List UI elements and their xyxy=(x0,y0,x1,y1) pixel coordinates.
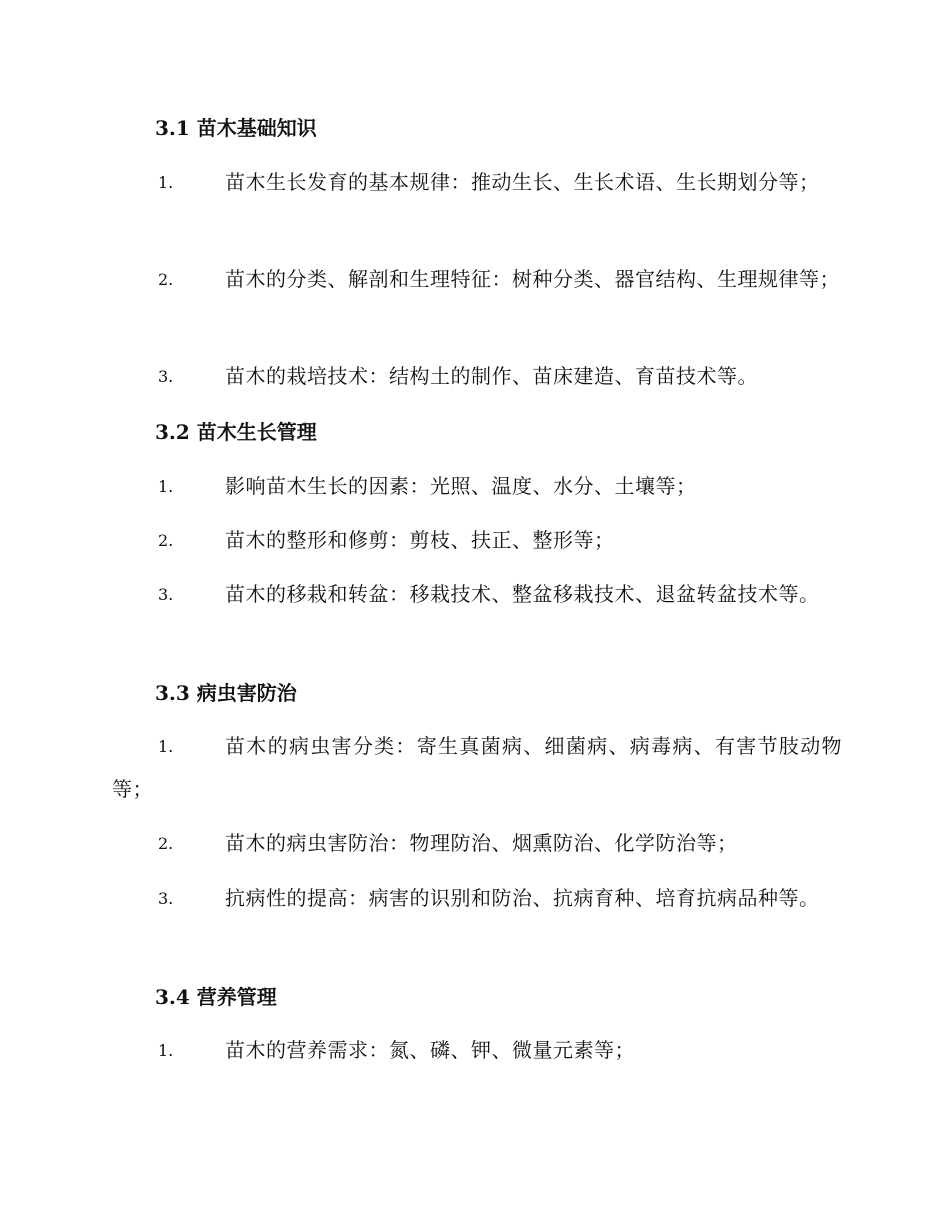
list-text: 苗木的分类、解剖和生理特征：树种分类、器官结构、生理规律等； xyxy=(225,267,840,291)
list-item xyxy=(112,465,842,508)
list-number: 2. xyxy=(158,531,174,550)
list-text: 苗木的病虫害防治：物理防治、烟熏防治、化学防治等； xyxy=(225,831,738,855)
list-item xyxy=(112,1029,842,1072)
list-text: 苗木的病虫害分类：寄生真菌病、细菌病、病毒病、有害节肢动物等； xyxy=(112,734,842,801)
list-number: 1. xyxy=(158,737,174,756)
list-text: 影响苗木生长的因素：光照、温度、水分、土壤等； xyxy=(225,474,697,498)
list-item xyxy=(112,877,842,920)
list-item xyxy=(112,822,842,865)
list-number: 2. xyxy=(158,834,174,853)
list-number: 2. xyxy=(158,270,174,289)
section-heading: 3.3 病虫害防治 xyxy=(155,681,297,705)
list-number: 1. xyxy=(158,1041,174,1060)
list-text: 苗木的栽培技术：结构土的制作、苗床建造、育苗技术等。 xyxy=(225,364,758,388)
list-item xyxy=(112,573,842,616)
list-number: 3. xyxy=(158,367,174,386)
section-heading: 3.2 苗木生长管理 xyxy=(155,420,317,444)
section-heading: 3.4 营养管理 xyxy=(155,985,277,1009)
list-text: 苗木的移栽和转盆：移栽技术、整盆移栽技术、退盆转盆技术等。 xyxy=(225,582,820,606)
list-item xyxy=(112,355,842,398)
section-heading: 3.1 苗木基础知识 xyxy=(155,116,317,140)
list-number: 3. xyxy=(158,585,174,604)
list-number: 1. xyxy=(158,173,174,192)
list-item xyxy=(112,258,842,301)
list-text: 抗病性的提高：病害的识别和防治、抗病育种、培育抗病品种等。 xyxy=(225,886,820,910)
list-item xyxy=(112,161,842,204)
list-item xyxy=(112,725,842,811)
list-number: 3. xyxy=(158,889,174,908)
list-text: 苗木生长发育的基本规律：推动生长、生长术语、生长期划分等； xyxy=(225,170,820,194)
list-text: 苗木的整形和修剪：剪枝、扶正、整形等； xyxy=(225,528,615,552)
list-text: 苗木的营养需求：氮、磷、钾、微量元素等； xyxy=(225,1038,635,1062)
list-number: 1. xyxy=(158,477,174,496)
list-item xyxy=(112,519,842,562)
